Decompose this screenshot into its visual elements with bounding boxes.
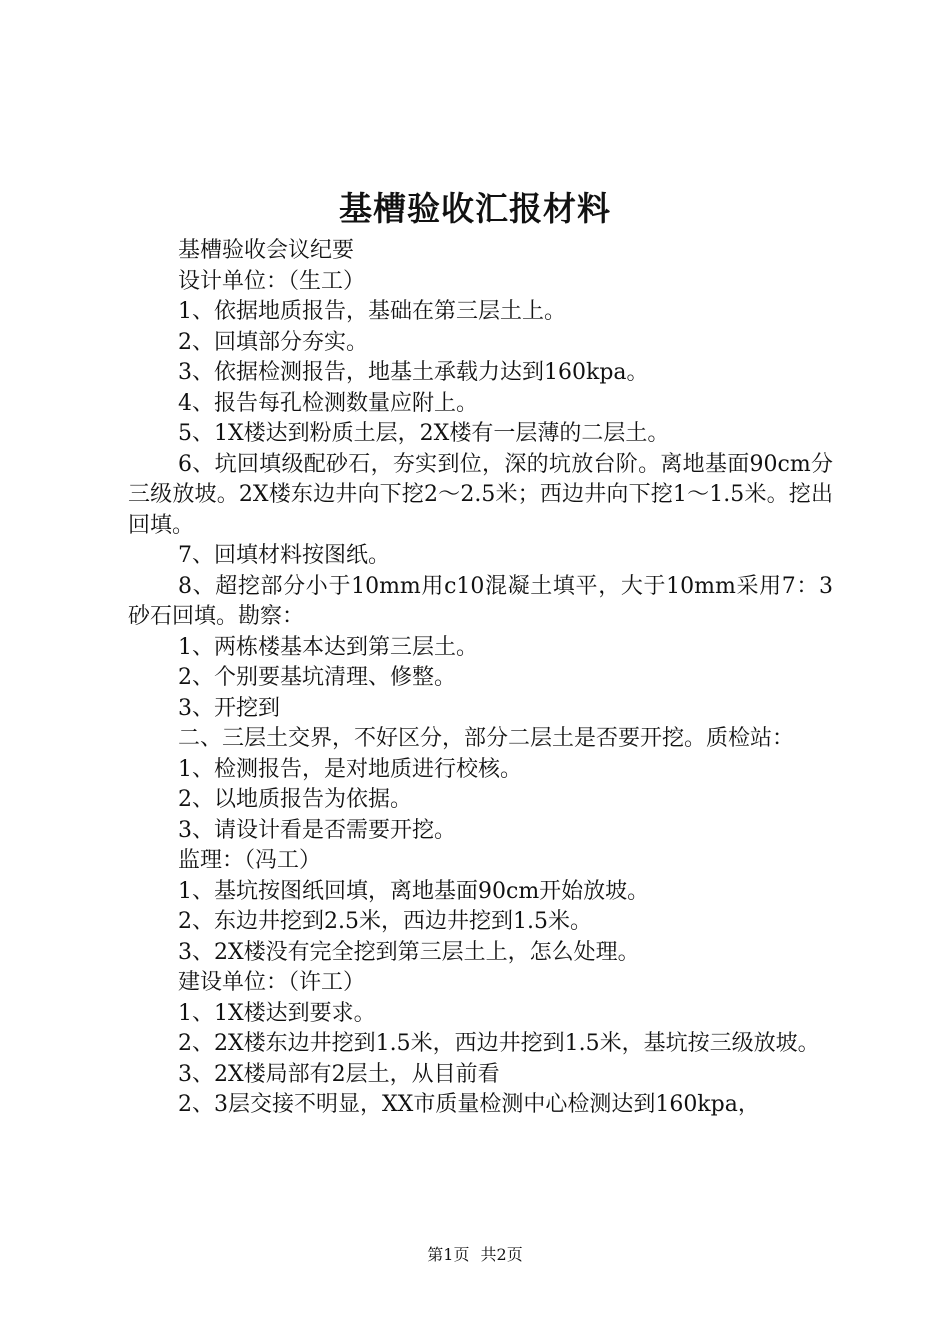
paragraph: 2、回填部分夯实。	[178, 329, 368, 355]
paragraph: 建设单位：（许工）	[178, 970, 366, 995]
paragraph: 2、以地质报告为依据。	[178, 787, 412, 812]
paragraph: 1、1X楼达到要求。	[178, 1000, 376, 1026]
document-title: 基槽验收汇报材料	[339, 189, 611, 228]
paragraph: 5、1X楼达到粉质土层，2X楼有一层薄的二层土。	[178, 421, 670, 446]
paragraph: 6、坑回填级配砂石，夯实到位，深的坑放台阶。离地基面90cm分三级放坡。2X楼东边井向下挖2～2.5米；西边井向下挖1～1.5米。挖出回填。	[128, 451, 833, 538]
paragraph: 2、个别要基坑清理、修整。	[178, 665, 456, 690]
paragraph: 监理：（冯工）	[178, 848, 322, 873]
paragraph: 3、依据检测报告，地基土承载力达到160kpa。	[178, 360, 649, 385]
paragraph: 1、依据地质报告，基础在第三层土上。	[178, 299, 566, 324]
paragraph: 1、两栋楼基本达到第三层土。	[178, 634, 478, 660]
page-footer	[0, 1244, 950, 1266]
paragraph: 2、3层交接不明显，XX市质量检测中心检测达到160kpa，	[178, 1092, 760, 1117]
paragraph: 3、2X楼局部有2层土，从目前看	[178, 1061, 500, 1087]
paragraph: 1、检测报告，是对地质进行校核。	[178, 756, 522, 782]
paragraph: 3、2X楼没有完全挖到第三层土上，怎么处理。	[178, 939, 640, 965]
paragraph: 2、2X楼东边井挖到1.5米，西边井挖到1.5米，基坑按三级放坡。	[178, 1031, 820, 1056]
document-body	[128, 236, 833, 1121]
paragraph: 3、请设计看是否需要开挖。	[178, 817, 456, 843]
paragraph: 7、回填材料按图纸。	[178, 543, 390, 568]
paragraph: 1、基坑按图纸回填，离地基面90cm开始放坡。	[178, 878, 650, 904]
paragraph: 基槽验收会议纪要	[178, 238, 355, 263]
page-number: 第1页	[427, 1245, 470, 1264]
paragraph: 4、报告每孔检测数量应附上。	[178, 390, 478, 416]
paragraph: 设计单位：（生工）	[178, 268, 366, 294]
page-total: 共2页	[480, 1245, 523, 1264]
paragraph: 2、东边井挖到2.5米，西边井挖到1.5米。	[178, 909, 592, 934]
paragraph: 8、超挖部分小于10mm用c10混凝土填平，大于10mm采用7：3砂石回填。勘察：	[128, 573, 833, 629]
paragraph: 二、三层土交界，不好区分，部分二层土是否要开挖。质检站：	[178, 726, 795, 751]
paragraph: 3、开挖到	[178, 695, 280, 721]
